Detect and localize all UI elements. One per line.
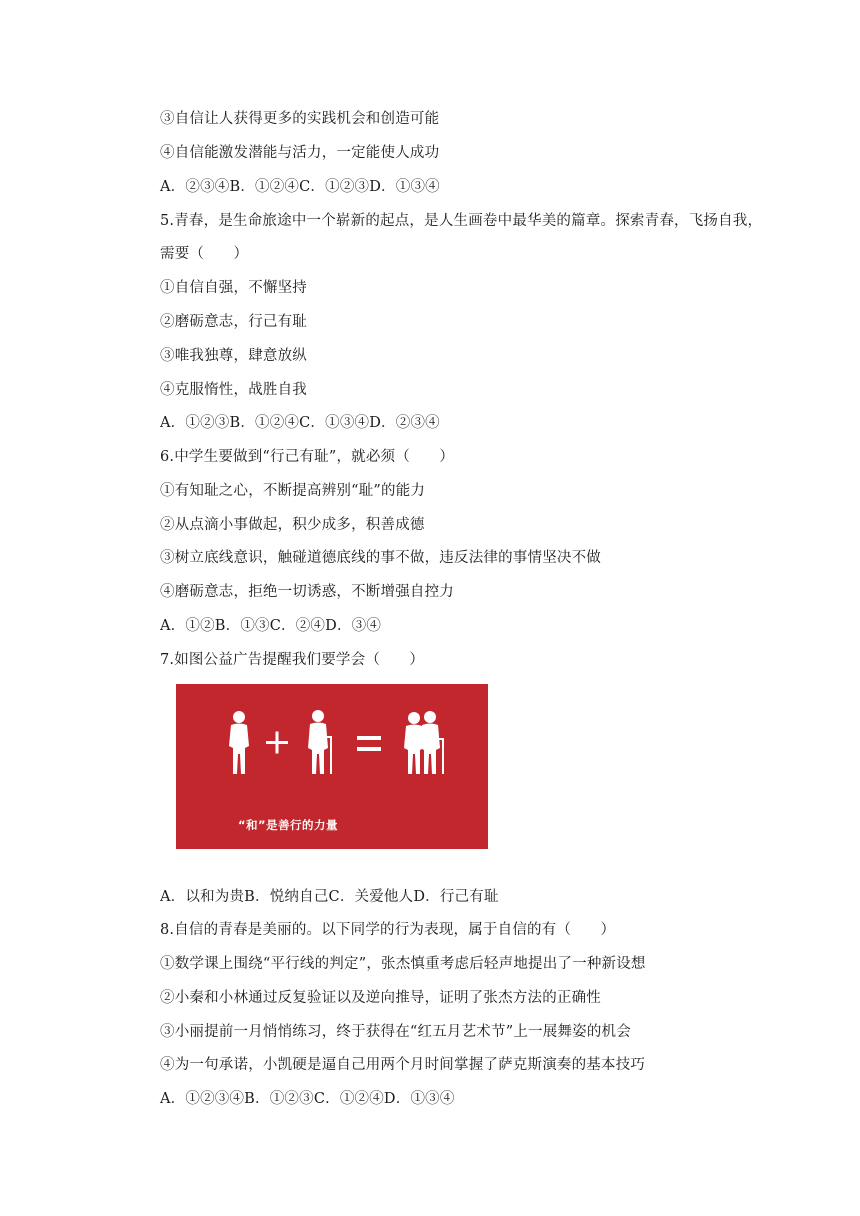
q6-option-4: ④磨砺意志，拒绝一切诱惑，不断增强自控力 xyxy=(160,584,454,600)
q6-option-3: ③树立底线意识，触碰道德底线的事不做，违反法律的事情坚决不做 xyxy=(160,550,601,566)
q4-option-3: ③自信让人获得更多的实践机会和创造可能 xyxy=(160,111,440,127)
public-service-poster xyxy=(176,684,488,849)
q8-option-2: ②小秦和小林通过反复验证以及逆向推导，证明了张杰方法的正确性 xyxy=(160,990,601,1006)
q5-option-1: ①自信自强，不懈坚持 xyxy=(160,280,307,296)
q5-stem-line-1: 5.青春，是生命旅途中一个崭新的起点，是人生画卷中最华美的篇章。探索青春，飞扬自我， xyxy=(160,213,763,229)
q5-option-4: ④克服惰性，战胜自我 xyxy=(160,382,307,398)
q5-answer-choices: A．①②③B．①②④C．①③④D．②③④ xyxy=(160,415,440,431)
q5-stem-line-2: 需要（ ） xyxy=(160,246,249,262)
q8-option-4: ④为一句承诺，小凯硬是逼自己用两个月时间掌握了萨克斯演奏的基本技巧 xyxy=(160,1057,646,1073)
equals-icon xyxy=(357,736,381,751)
elderly-couple-icon xyxy=(404,711,444,774)
q8-stem: 8.自信的青春是美丽的。以下同学的行为表现，属于自信的有（ ） xyxy=(160,922,616,938)
poster-caption: “和”是善行的力量 xyxy=(237,818,339,832)
elderly-man-with-cane-icon xyxy=(308,710,332,774)
q7-stem: 7.如图公益广告提醒我们要学会（ ） xyxy=(160,652,425,668)
q6-answer-choices: A．①②B．①③C．②④D．③④ xyxy=(160,618,382,634)
q4-option-4: ④自信能激发潜能与活力，一定能使人成功 xyxy=(160,145,440,161)
q6-option-2: ②从点滴小事做起，积少成多，积善成德 xyxy=(160,517,425,533)
q6-stem: 6.中学生要做到“行己有耻”，就必须（ ） xyxy=(160,449,455,465)
q6-option-1: ①有知耻之心，不断提高辨别“耻”的能力 xyxy=(160,483,426,499)
q5-option-3: ③唯我独尊，肆意放纵 xyxy=(160,348,307,364)
q7-answer-choices: A．以和为贵B．悦纳自己C．关爱他人D．行己有耻 xyxy=(160,889,499,905)
plus-icon xyxy=(266,732,288,754)
q5-option-2: ②磨砺意志，行己有耻 xyxy=(160,314,307,330)
q8-option-1: ①数学课上围绕“平行线的判定”，张杰慎重考虑后轻声地提出了一种新设想 xyxy=(160,956,646,972)
woman-figure-icon xyxy=(229,711,249,774)
q8-option-3: ③小丽提前一月悄悄练习，终于获得在“红五月艺术节”上一展舞姿的机会 xyxy=(160,1024,631,1040)
q8-answer-choices: A．①②③④B．①②③C．①②④D．①③④ xyxy=(160,1091,455,1107)
q4-answer-choices: A．②③④B．①②④C．①②③D．①③④ xyxy=(160,179,440,195)
